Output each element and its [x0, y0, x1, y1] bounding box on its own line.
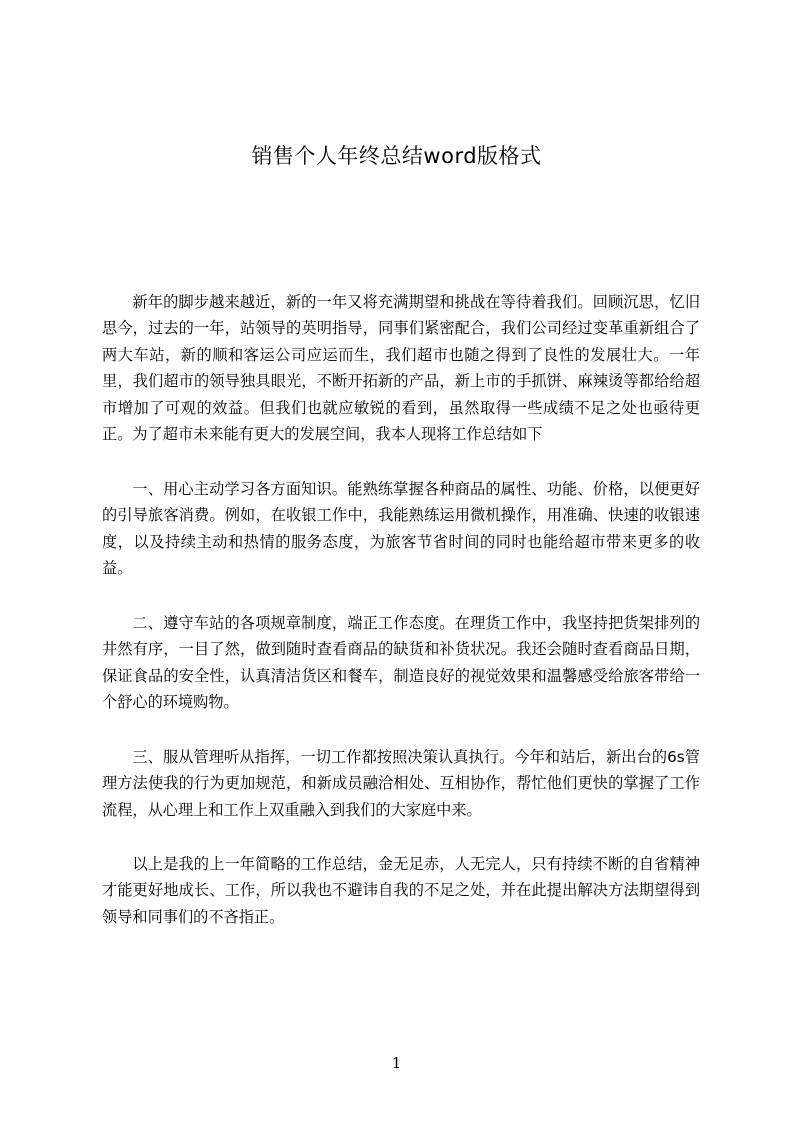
- document-title: 销售个人年终总结word版格式: [251, 144, 542, 168]
- page-number: 1: [391, 1054, 402, 1072]
- paragraph-conclusion: 以上是我的上一年简略的工作总结，金无足赤，人无完人，只有持续不断的自省精神才能更好地成长、工作，所以我也不避讳自我的不足之处，并在此提出解决方法期望得到领导和同事们的不吝指正。: [102, 855, 700, 926]
- paragraph-section-3: 三、服从管理听从指挥，一切工作都按照决策认真执行。今年和站后，新出台的6s管理方法使我的行为更加规范，和新成员融洽相处、互相协作，帮忙他们更快的掌握了工作流程，从心理上和工作上双重融入到我们的大家庭中来。: [102, 748, 700, 819]
- paragraph-intro: 新年的脚步越来越近，新的一年又将充满期望和挑战在等待着我们。回顾沉思，忆旧思今，过去的一年，站领导的英明指导，同事们紧密配合，我们公司经过变革重新组合了两大车站，新的顺和客运公司应运而生，我们超市也随之得到了良性的发展壮大。一年里，我们超市的领导独具眼光，不断开拓新的产品，新上市的手抓饼、麻辣烫等都给给超市增加了可观的效益。但我们也就应敏锐的看到，虽然取得一些成绩不足之处也亟待更正。为了超市未来能有更大的发展空间，我本人现将工作总结如下: [102, 293, 700, 444]
- paragraph-section-1: 一、用心主动学习各方面知识。能熟练掌握各种商品的属性、功能、价格，以便更好的引导旅客消费。例如，在收银工作中，我能熟练运用微机操作，用准确、快速的收银速度，以及持续主动和热情的服务态度，为旅客节省时间的同时也能给超市带来更多的收益。: [102, 480, 700, 578]
- paragraph-section-2: 二、遵守车站的各项规章制度，端正工作态度。在理货工作中，我坚持把货架排列的井然有序，一目了然，做到随时查看商品的缺货和补货状况。我还会随时查看商品日期，保证食品的安全性，认真清洁货区和餐车，制造良好的视觉效果和温馨感受给旅客带给一个舒心的环境购物。: [102, 614, 700, 712]
